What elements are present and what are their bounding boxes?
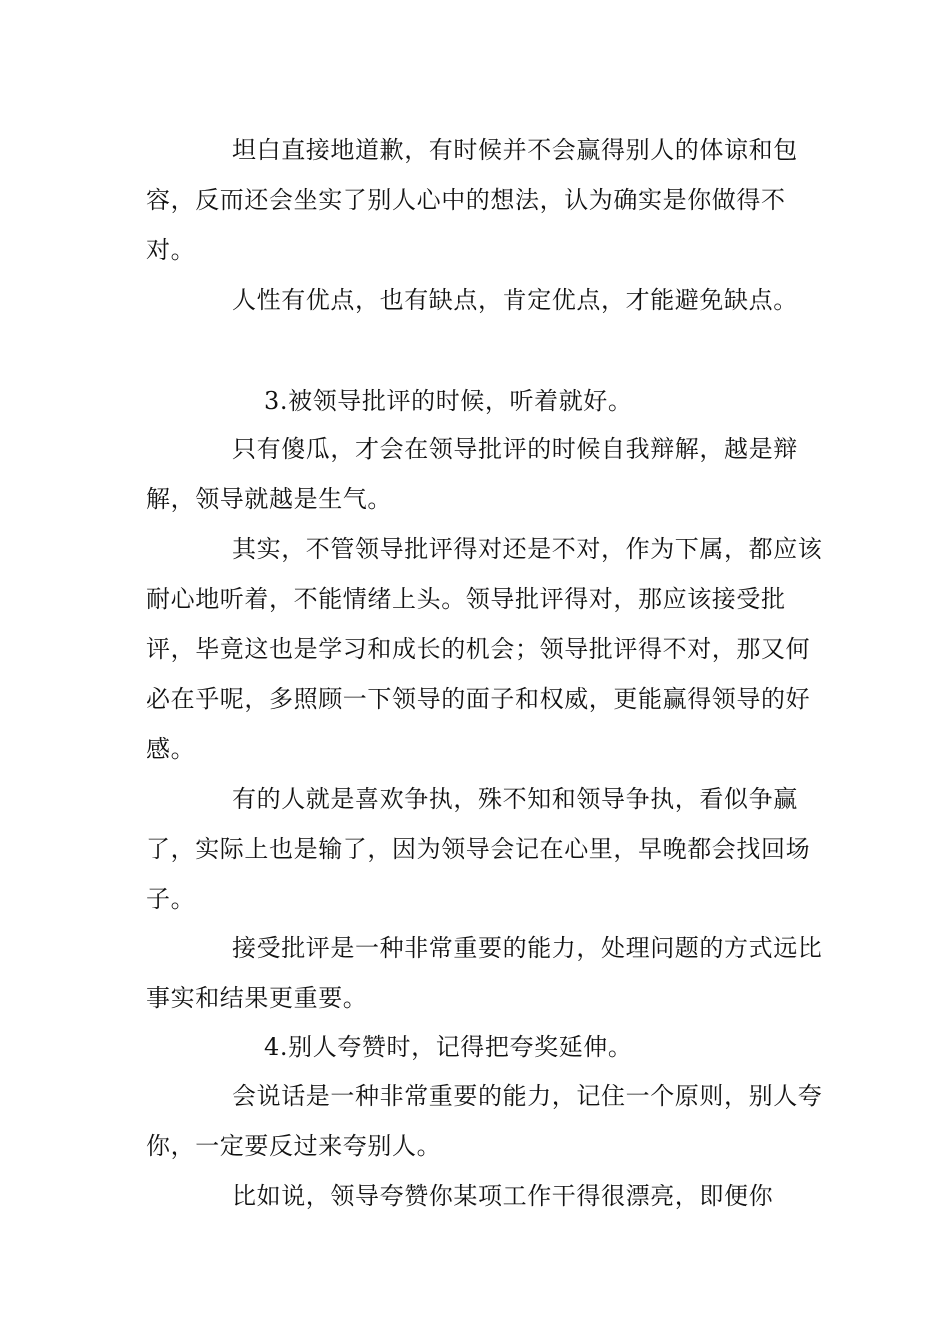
paragraph-ability: 接受批评是一种非常重要的能力，处理问题的方式远比事实和结果更重要。 bbox=[146, 934, 823, 1012]
paragraph-apology: 坦白直接地道歉，有时候并不会赢得别人的体谅和包容，反而还会坐实了别人心中的想法，认为确实是你做得不对。 bbox=[146, 136, 798, 264]
paragraph-speaking: 会说话是一种非常重要的能力，记住一个原则，别人夸你，一定要反过来夸别人。 bbox=[146, 1082, 823, 1160]
section-heading-4: 4.别人夸赞时，记得把夸奖延伸。 bbox=[264, 1033, 633, 1061]
paragraph-self-defense: 只有傻瓜，才会在领导批评的时候自我辩解，越是辩解，领导就越是生气。 bbox=[146, 435, 798, 513]
section-heading-3: 3.被领导批评的时候，听着就好。 bbox=[264, 387, 633, 415]
paragraph-example: 比如说，领导夸赞你某项工作干得很漂亮，即便你 bbox=[232, 1182, 774, 1210]
paragraph-human-nature: 人性有优点，也有缺点，肯定优点，才能避免缺点。 bbox=[232, 286, 798, 314]
paragraph-accept-criticism: 其实，不管领导批评得对还是不对，作为下属，都应该耐心地听着，不能情绪上头。领导批评得对，那应该接受批评，毕竟这也是学习和成长的机会；领导批评得不对，那又何必在乎呢，多照顾一下领导的面子和权威，更能赢得领导的好感。 bbox=[146, 535, 823, 763]
paragraph-argument: 有的人就是喜欢争执，殊不知和领导争执，看似争赢了，实际上也是输了，因为领导会记在心里，早晚都会找回场子。 bbox=[146, 785, 811, 913]
